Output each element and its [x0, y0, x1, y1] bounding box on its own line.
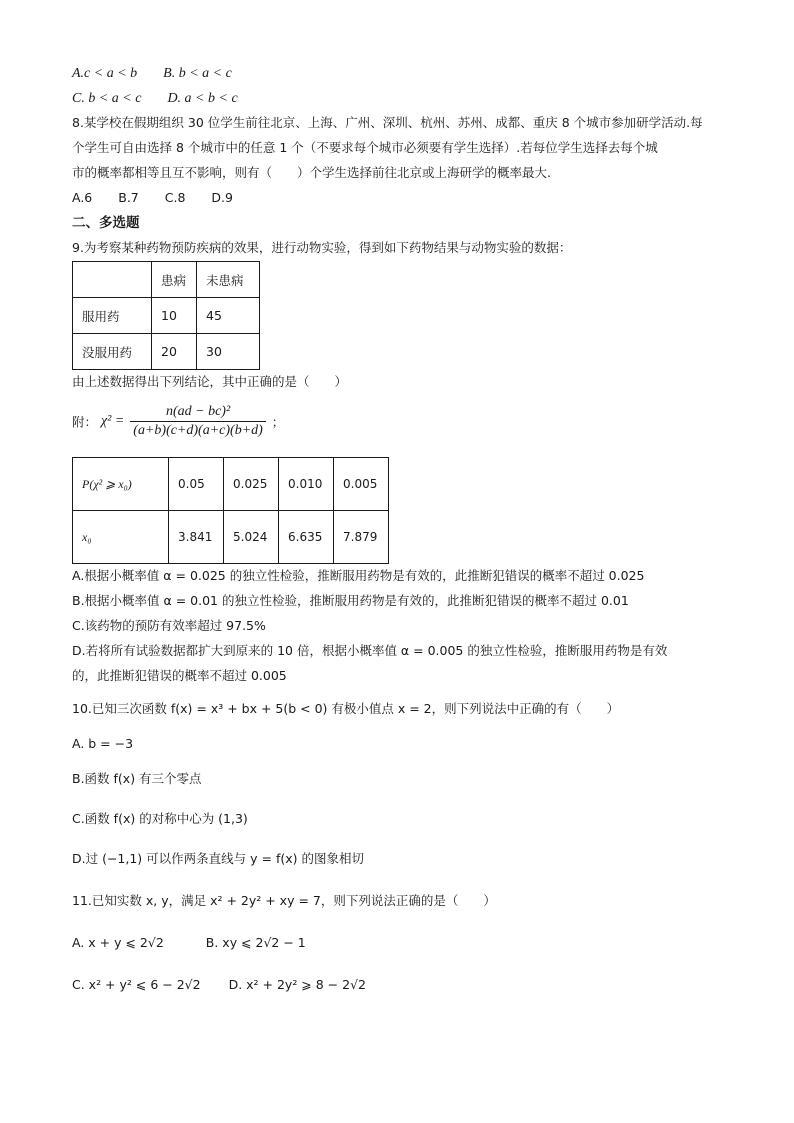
q9-option-a: A.根据小概率值 α = 0.025 的独立性检验，推断服用药物是有效的，此推断犯错误的概率不超过 0.025	[72, 568, 645, 583]
q7-option-b: B. b < a < c	[163, 66, 232, 81]
q10-option-a: A. b = −3	[72, 736, 134, 751]
q11-option-d: D. x² + 2y² ⩾ 8 − 2√2	[228, 977, 366, 992]
q9-formula	[72, 404, 284, 439]
q10-option-c: C.函数 f(x) 的对称中心为 (1,3)	[72, 811, 248, 826]
table-cell: 服用药	[73, 298, 152, 334]
q8-stem-line2: 个学生可自由选择 8 个城市中的任意 1 个（不要求每个城市必须要有学生选择）.若每位学生选择去每个城	[72, 140, 658, 155]
formula-numerator: n(ad − bc)²	[130, 404, 266, 422]
table-row	[73, 298, 260, 334]
table-cell: 45	[197, 298, 260, 334]
q9-option-c: C.该药物的预防有效率超过 97.5%	[72, 618, 266, 633]
table-cell: 30	[197, 334, 260, 370]
q8-option-b: B.7	[118, 190, 139, 205]
table-header: 患病	[152, 262, 197, 298]
formula-lhs: χ² =	[101, 413, 125, 429]
table-cell: 0.025	[224, 458, 279, 511]
table-cell: 0.005	[334, 458, 389, 511]
q8-stem-line1: 8.某学校在假期组织 30 位学生前往北京、上海、广州、深圳、杭州、苏州、成都、重庆 8 个城市参加研学活动.每	[72, 115, 703, 130]
q8-options	[72, 189, 255, 207]
q9-conclusion-prompt: 由上述数据得出下列结论，其中正确的是（ ）	[72, 374, 348, 389]
q9-stem: 9.为考察某种药物预防疾病的效果，进行动物实验，得到如下药物结果与动物实验的数据：	[72, 240, 572, 255]
table-header: 未患病	[197, 262, 260, 298]
q8-option-c: C.8	[164, 190, 186, 205]
q7-option-d: D. a < b < c	[167, 91, 238, 106]
table-cell: 20	[152, 334, 197, 370]
q11-options-row1	[72, 934, 328, 952]
q8-stem-line3: 市的概率都相等且互不影响，则有（ ）个学生选择前往北京或上海研学的概率最大.	[72, 165, 551, 180]
q11-options-row2	[72, 976, 388, 994]
table-row	[73, 511, 389, 564]
q9-critical-value-table	[72, 457, 389, 564]
table-cell: 0.010	[279, 458, 334, 511]
q9-option-b: B.根据小概率值 α = 0.01 的独立性检验，推断服用药物是有效的，此推断犯错误的概率不超过 0.01	[72, 593, 629, 608]
q11-stem: 11.已知实数 x, y，满足 x² + 2y² + xy = 7，则下列说法正确的是（ ）	[72, 893, 496, 908]
table-row	[73, 458, 389, 511]
q11-option-c: C. x² + y² ⩽ 6 − 2√2	[72, 977, 201, 992]
table-cell: 10	[152, 298, 197, 334]
table-cell: 6.635	[279, 511, 334, 564]
q8-option-a: A.6	[72, 190, 93, 205]
q9-data-table	[72, 261, 260, 370]
q7-options-row1	[72, 64, 254, 83]
table-cell	[73, 262, 152, 298]
q10-option-b: B.函数 f(x) 有三个零点	[72, 771, 202, 786]
q7-option-c: C. b < a < c	[72, 91, 142, 106]
q7-option-a: A.c < a < b	[72, 66, 138, 81]
table-row	[73, 334, 260, 370]
formula-fraction	[130, 404, 266, 439]
q9-option-d-line2: 的，此推断犯错误的概率不超过 0.005	[72, 668, 287, 683]
formula-suffix: ；	[271, 414, 285, 430]
formula-prefix: 附：	[72, 414, 98, 430]
q7-options-row2	[72, 89, 260, 108]
formula-denominator: (a+b)(c+d)(a+c)(b+d)	[133, 423, 263, 438]
q10-stem: 10.已知三次函数 f(x) = x³ + bx + 5(b < 0) 有极小值点 x = 2，则下列说法中正确的有（ ）	[72, 701, 620, 716]
q11-option-a: A. x + y ⩽ 2√2	[72, 935, 164, 950]
q11-option-b: B. xy ⩽ 2√2 − 1	[205, 935, 306, 950]
table-cell: 3.841	[169, 511, 224, 564]
table-row	[73, 262, 260, 298]
section-title: 二、多选题	[72, 215, 140, 231]
q8-option-d: D.9	[211, 190, 233, 205]
table-cell: 0.05	[169, 458, 224, 511]
table-cell: 7.879	[334, 511, 389, 564]
table-row-label: P(χ² ⩾ x₀)	[73, 458, 169, 511]
table-cell: 没服用药	[73, 334, 152, 370]
q10-option-d: D.过 (−1,1) 可以作两条直线与 y = f(x) 的图象相切	[72, 851, 364, 866]
table-row-label: x₀	[73, 511, 169, 564]
q9-option-d-line1: D.若将所有试验数据都扩大到原来的 10 倍，根据小概率值 α = 0.005 的独立性检验，推断服用药物是有效	[72, 643, 668, 658]
table-cell: 5.024	[224, 511, 279, 564]
